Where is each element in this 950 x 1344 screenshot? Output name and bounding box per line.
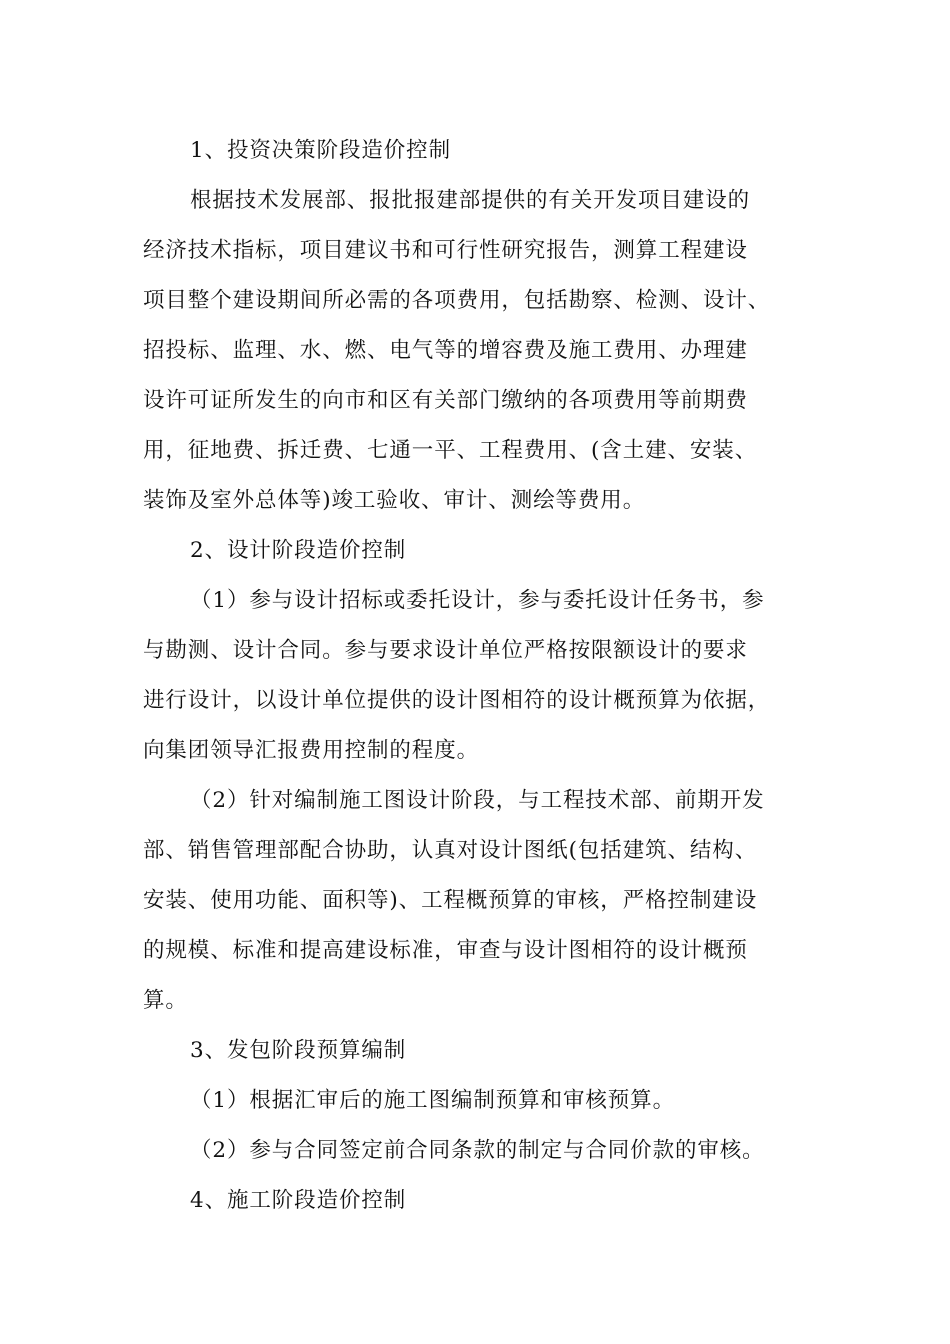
paragraph-line: （2）针对编制施工图设计阶段，与工程技术部、前期开发 [190,788,765,813]
paragraph-line: 项目整个建设期间所必需的各项费用，包括勘察、检测、设计、 [143,288,771,313]
heading-investment-decision: 1、投资决策阶段造价控制 [190,138,451,163]
heading-bidding-stage: 3、发包阶段预算编制 [190,1038,407,1063]
paragraph-line: （1）根据汇审后的施工图编制预算和审核预算。 [190,1088,675,1113]
paragraph-line: 与勘测、设计合同。参与要求设计单位严格按限额设计的要求 [143,638,748,663]
paragraph-line: 装饰及室外总体等)竣工验收、审计、测绘等费用。 [143,488,646,513]
paragraph-line: （1）参与设计招标或委托设计，参与委托设计任务书，参 [190,588,765,613]
heading-design-stage: 2、设计阶段造价控制 [190,538,407,563]
paragraph-line: 部、销售管理部配合协助，认真对设计图纸(包括建筑、结构、 [143,838,758,863]
paragraph-line: 根据技术发展部、报批报建部提供的有关开发项目建设的 [190,188,751,213]
paragraph-line: 用，征地费、拆迁费、七通一平、工程费用、(含土建、安装、 [143,438,758,463]
paragraph-line: （2）参与合同签定前合同条款的制定与合同价款的审核。 [190,1138,765,1163]
paragraph-line: 设许可证所发生的向市和区有关部门缴纳的各项费用等前期费 [143,388,748,413]
paragraph-line: 招投标、监理、水、燃、电气等的增容费及施工费用、办理建 [143,338,748,363]
paragraph-line: 进行设计，以设计单位提供的设计图相符的设计概预算为依据， [143,688,771,713]
paragraph-line: 的规模、标准和提高建设标准，审查与设计图相符的设计概预 [143,938,748,963]
heading-construction-stage: 4、施工阶段造价控制 [190,1188,407,1213]
paragraph-line: 算。 [143,988,188,1013]
paragraph-line: 安装、使用功能、面积等)、工程概预算的审核，严格控制建设 [143,888,758,913]
paragraph-line: 经济技术指标，项目建议书和可行性研究报告，测算工程建设 [143,238,748,263]
paragraph-line: 向集团领导汇报费用控制的程度。 [143,738,480,763]
